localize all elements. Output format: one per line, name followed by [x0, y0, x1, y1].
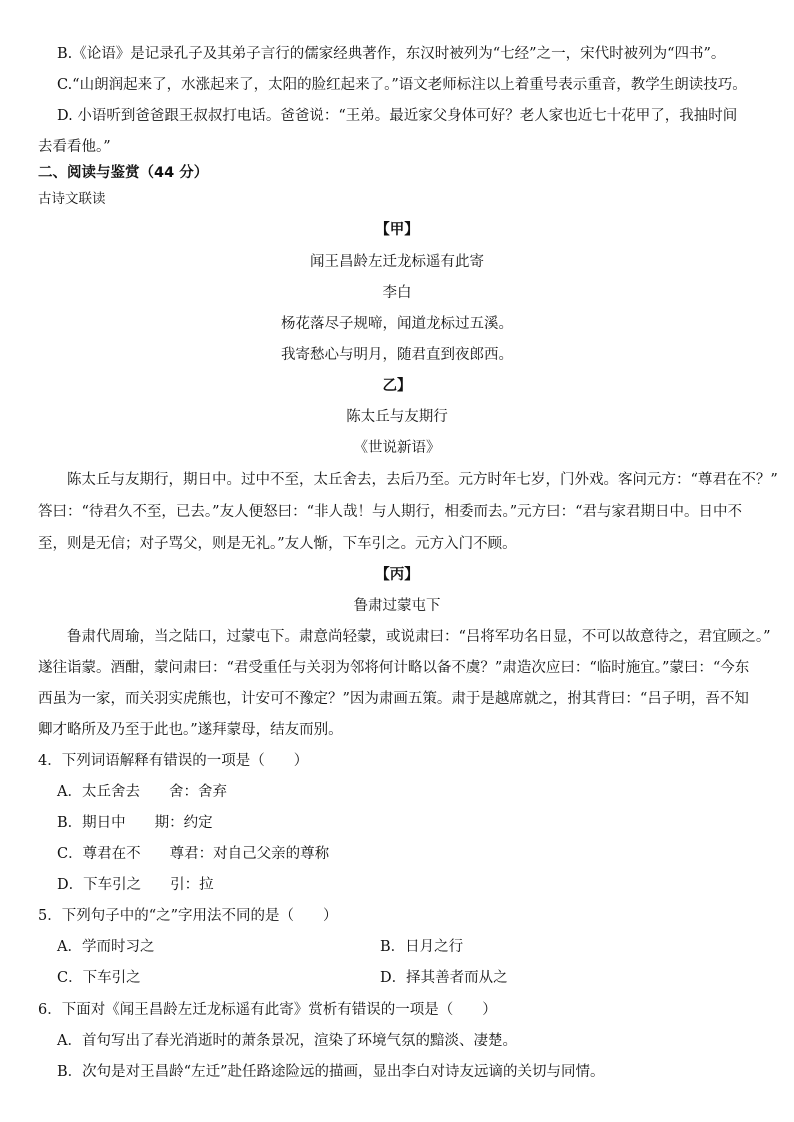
- bing-paragraph-line-1: 鲁肃代周瑜，当之陆口，过蒙屯下。肃意尚轻蒙，或说肃曰：“吕将军功名日显，不可以故意待之，君宜顾之。”: [67, 629, 771, 645]
- jia-poem-line-2: 我寄愁心与明月，随君直到夜郎西。: [281, 347, 513, 363]
- question-6-stem: 6．下面对《闻王昌龄左迁龙标遥有此寄》赏析有错误的一项是（ ）: [38, 1002, 497, 1018]
- question-4-option-d: D．下车引之 引：拉: [57, 877, 214, 893]
- section-heading: 二、阅读与鉴赏（44 分）: [38, 165, 209, 181]
- question-4-option-c: C．尊君在不 尊君：对自己父亲的尊称: [57, 846, 330, 862]
- yi-marker: 乙】: [382, 378, 412, 394]
- section-subheading: 古诗文联读: [38, 191, 106, 207]
- option-d-line-1: D. 小语听到爸爸跟王叔叔打电话。爸爸说：“王弟。最近家父身体可好？老人家也近七十花甲了，我抽时间: [57, 108, 738, 124]
- yi-title: 陈太丘与友期行: [346, 409, 448, 425]
- option-d-line-2: 去看看他。”: [38, 139, 111, 155]
- yi-paragraph-line-2: 答曰：“待君久不至，已去。”友人便怒曰：“非人哉！与人期行，相委而去。”元方曰：“君与家君期日中。日中不: [38, 504, 743, 520]
- bing-marker: 【丙】: [375, 567, 419, 583]
- question-6-option-a: A．首句写出了春光消逝时的萧条景况，渲染了环境气氛的黯淡、凄楚。: [57, 1033, 517, 1049]
- bing-paragraph-line-2: 遂往诣蒙。酒酣，蒙问肃曰：“君受重任与关羽为邻将何计略以备不虞？”肃造次应曰：“临时施宜。”蒙曰：“今东: [38, 660, 750, 676]
- question-5-option-b: B．日月之行: [380, 939, 464, 955]
- question-5-option-d: D．择其善者而从之: [380, 970, 508, 986]
- bing-title: 鲁肃过蒙屯下: [353, 598, 441, 614]
- question-4-option-b: B．期日中 期：约定: [57, 815, 213, 831]
- jia-poem-title: 闻王昌龄左迁龙标遥有此寄: [310, 254, 484, 270]
- question-5-stem: 5．下列句子中的“之”字用法不同的是（ ）: [38, 908, 338, 924]
- question-4-stem: 4．下列词语解释有错误的一项是（ ）: [38, 753, 309, 769]
- jia-marker: 【甲】: [375, 222, 419, 238]
- question-6-option-b: B．次句是对王昌龄“左迁”赴任路途险远的描画，显出李白对诗友远谪的关切与同情。: [57, 1064, 605, 1080]
- question-4-option-a: A．太丘舍去 舍：舍弃: [57, 784, 227, 800]
- question-5-option-c: C．下车引之: [57, 970, 141, 986]
- bing-paragraph-line-4: 卿才略所及乃至于此也。”遂拜蒙母，结友而别。: [38, 722, 343, 738]
- yi-paragraph-line-1: 陈太丘与友期行，期日中。过中不至，太丘舍去，去后乃至。元方时年七岁，门外戏。客问元方：“尊君在不？”: [67, 472, 778, 488]
- option-c-line: C.“山朗润起来了，水涨起来了，太阳的脸红起来了。”语文老师标注以上着重号表示重音，教学生朗读技巧。: [57, 77, 747, 93]
- jia-poem-author: 李白: [382, 285, 412, 301]
- question-5-option-a: A．学而时习之: [57, 939, 155, 955]
- option-b-line: B.《论语》是记录孔子及其弟子言行的儒家经典著作，东汉时被列为“七经”之一，宋代时被列为“四书”。: [57, 46, 726, 62]
- yi-paragraph-line-3: 至，则是无信；对子骂父，则是无礼。”友人惭，下车引之。元方入门不顾。: [38, 536, 517, 552]
- yi-source: 《世说新语》: [353, 440, 441, 456]
- bing-paragraph-line-3: 西虽为一家，而关羽实虎熊也，计安可不豫定？”因为肃画五策。肃于是越席就之，拊其背曰：“吕子明，吾不知: [38, 691, 749, 707]
- jia-poem-line-1: 杨花落尽子规啼，闻道龙标过五溪。: [281, 316, 513, 332]
